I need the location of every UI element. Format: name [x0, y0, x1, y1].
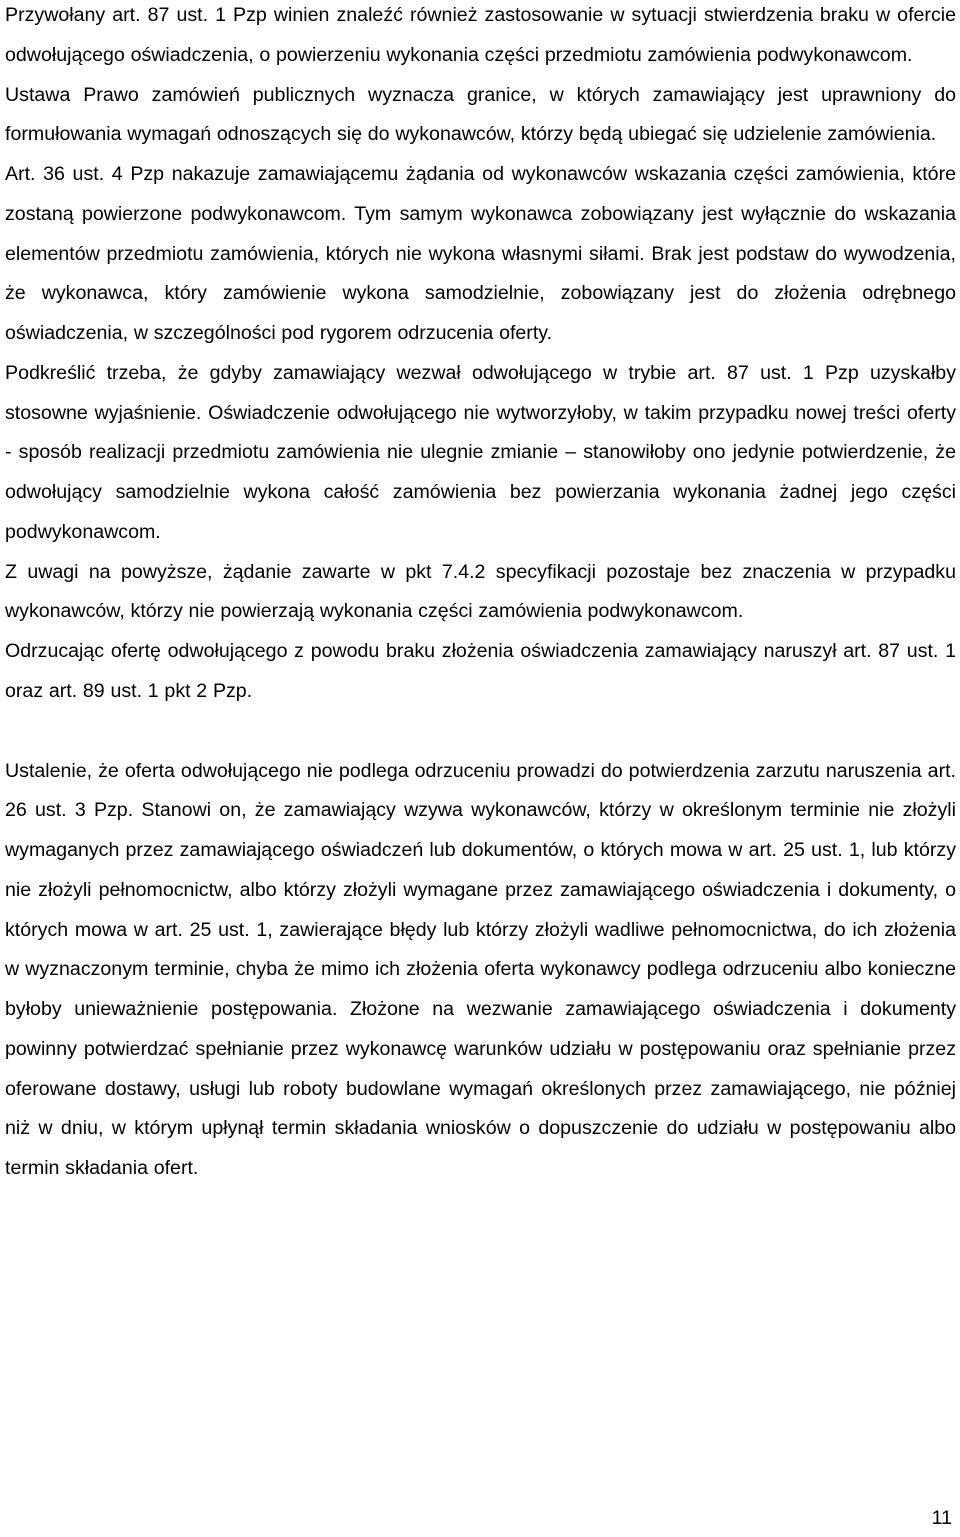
paragraph-podwykonawcy-oswiadczenie: Przywołany art. 87 ust. 1 Pzp winien znaleźć również zastosowanie w sytuacji stwierdzenia braku w ofercie odwołującego oświadczenia, o powierzeniu wykonania części przedmiotu zamówienia podwykonawcom.	[5, 4, 956, 66]
paragraph-spacer	[5, 712, 956, 752]
paragraph-art-26: Ustalenie, że oferta odwołującego nie podlega odrzuceniu prowadzi do potwierdzenia zarzutu naruszenia art. 26 ust. 3 Pzp. Stanowi on, że zamawiający wzywa wykonawców, którzy w określonym terminie nie złożyli wymaganych przez zamawiającego oświadczeń lub dokumentów, o których mowa w art. 25 ust. 1, lub którzy nie złożyli pełnomocnictw, albo którzy złożyli wymagane przez zamawiającego oświadczenia i dokumenty, o których mowa w art. 25 ust. 1, zawierające błędy lub którzy złożyli wadliwe pełnomocnictwa, do ich złożenia w wyznaczonym terminie, chyba że mimo ich złożenia oferta wykonawcy podlega odrzuceniu albo konieczne byłoby unieważnienie postępowania. Złożone na wezwanie zamawiającego oświadczenia i dokumenty powinny potwierdzać spełnianie przez wykonawcę warunków udziału w postępowaniu oraz spełnianie przez oferowane dostawy, usługi lub roboty budowlane wymagań określonych przez zamawiającego, nie później niż w dniu, w którym upłynął termin składania wniosków o dopuszczenie do udziału w postępowaniu albo termin składania ofert.	[5, 759, 956, 1179]
paragraph-pkt-7-4-2: Z uwagi na powyższe, żądanie zawarte w pkt 7.4.2 specyfikacji pozostaje bez znaczenia w przypadku wykonawców, którzy nie powierzają wykonania części zamówienia podwykonawcom.	[5, 560, 956, 623]
paragraph-naruszenie-art-87: Odrzucając ofertę odwołującego z powodu braku złożenia oświadczenia zamawiający naruszył art. 87 ust. 1 oraz art. 89 ust. 1 pkt 2 Pzp.	[5, 640, 956, 702]
paragraph-granice-wymagan: Ustawa Prawo zamówień publicznych wyznacza granice, w których zamawiający jest uprawniony do formułowania wymagań odnoszących się do wykonawców, którzy będą ubiegać się udzielenie zamówienia.	[5, 83, 956, 146]
paragraph-wyjasnienie: Podkreślić trzeba, że gdyby zamawiający wezwał odwołującego w trybie art. 87 ust. 1 Pzp uzyskałby stosowne wyjaśnienie. Oświadczenie odwołującego nie wytworzyłoby, w takim przypadku nowej treści oferty - sposób realizacji przedmiotu zamówienia nie ulegnie zmianie – stanowiłoby ono jedynie potwierdzenie, że odwołujący samodzielnie wykona całość zamówienia bez powierzania wykonania żadnej jego części podwykonawcom.	[5, 361, 956, 543]
page-number: 11	[931, 1507, 952, 1529]
document-page	[5, 0, 956, 1189]
paragraph-art-36: Art. 36 ust. 4 Pzp nakazuje zamawiającemu żądania od wykonawców wskazania części zamówienia, które zostaną powierzone podwykonawcom. Tym samym wykonawca zobowiązany jest wyłącznie do wskazania elementów przedmiotu zamówienia, których nie wykona własnymi siłami. Brak jest podstaw do wywodzenia, że wykonawca, który zamówienie wykona samodzielnie, zobowiązany jest do złożenia odrębnego oświadczenia, w szczególności pod rygorem odrzucenia oferty.	[5, 163, 956, 344]
